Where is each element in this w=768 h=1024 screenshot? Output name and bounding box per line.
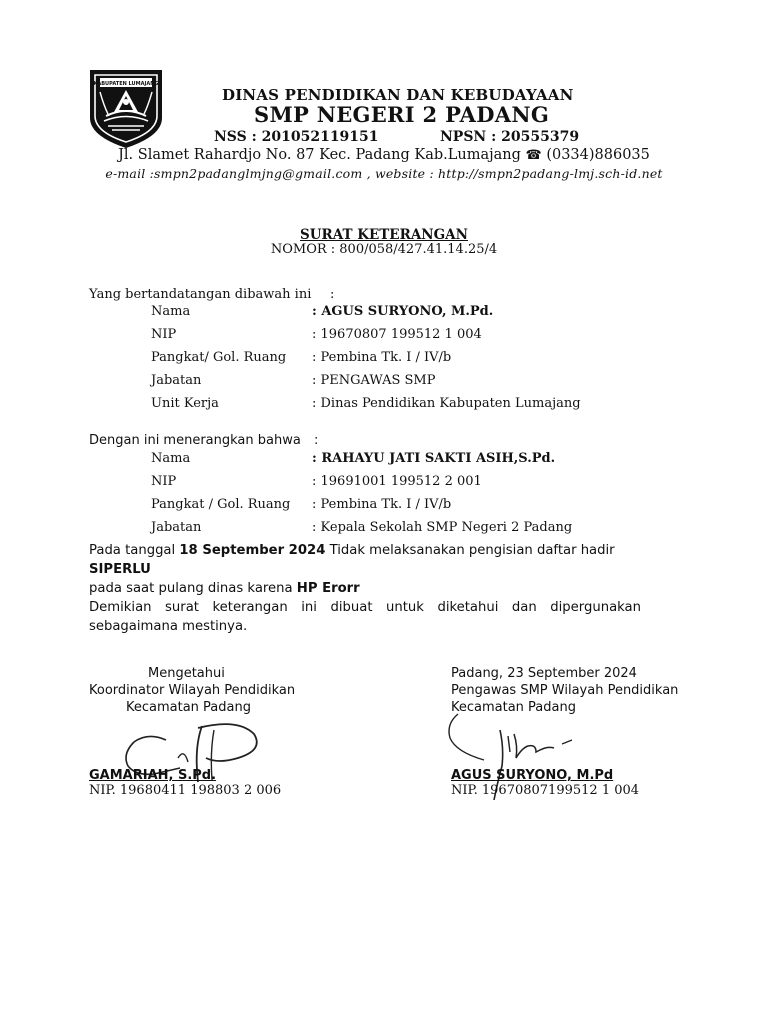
- statement-paragraph: [89, 541, 641, 598]
- right-sign-line3: Kecamatan Padang: [451, 700, 576, 715]
- school-address-line: [0, 147, 768, 163]
- letter-number: NOMOR : 800/058/427.41.14.25/4: [270, 242, 498, 257]
- nss-number: NSS : 201052119151: [214, 129, 379, 145]
- signatory-name: : AGUS SURYONO, M.Pd.: [312, 304, 494, 319]
- npsn-number: NPSN : 20555379: [440, 129, 580, 145]
- signatory-label: Unit Kerja: [151, 396, 219, 411]
- closing-paragraph: Demikian surat keterangan ini dibuat untuk diketahui dan dipergunakan sebagaimana mestinya.: [89, 600, 641, 634]
- subject-label: Nama: [151, 451, 191, 466]
- left-sign-line1: Mengetahui: [148, 666, 225, 681]
- signatory-label: Jabatan: [151, 373, 202, 388]
- left-sign-line2: Koordinator Wilayah Pendidikan: [89, 683, 296, 698]
- signatory-label: Nama: [151, 304, 191, 319]
- subject-position: : Kepala Sekolah SMP Negeri 2 Padang: [312, 520, 573, 535]
- school-phone: (0334)886035: [546, 147, 650, 163]
- school-address: Jl. Slamet Rahardjo No. 87 Kec. Padang Kab.Lumajang: [118, 147, 521, 163]
- kabupaten-lumajang-emblem-icon: [86, 66, 166, 150]
- statement-date: 18 September 2024: [179, 543, 326, 558]
- signatory-position: : PENGAWAS SMP: [312, 373, 436, 388]
- subject-label: NIP: [151, 474, 177, 489]
- telephone-icon: ☎: [525, 148, 542, 163]
- statement-system: SIPERLU: [89, 562, 151, 577]
- statement-text: Tidak melaksanakan pengisian daftar hadir: [325, 543, 615, 558]
- signatory-intro: Yang bertandatangan dibawah ini: [89, 287, 312, 302]
- subject-label: Jabatan: [151, 520, 202, 535]
- subject-label: Pangkat / Gol. Ruang: [151, 497, 291, 512]
- signatory-nip: : 19670807 199512 1 004: [312, 327, 482, 342]
- subject-intro-colon: :: [314, 433, 319, 448]
- contact-line: e-mail :smpn2padanglmjng@gmail.com , website : http://smpn2padang-lmj.sch-id.net: [105, 166, 663, 181]
- letter-title: SURAT KETERANGAN: [300, 227, 468, 243]
- right-sign-line2: Pengawas SMP Wilayah Pendidikan: [451, 683, 679, 698]
- agency-name: DINAS PENDIDIKAN DAN KEBUDAYAAN: [222, 86, 574, 104]
- statement-text: Pada tanggal: [89, 543, 180, 558]
- emblem-motto: KABUPATEN LUMAJANG: [93, 81, 159, 87]
- right-sign-date: Padang, 23 September 2024: [451, 666, 637, 681]
- statement-text: pada saat pulang dinas karena: [89, 581, 297, 596]
- signatory-label: Pangkat/ Gol. Ruang: [151, 350, 287, 365]
- subject-intro: Dengan ini menerangkan bahwa: [89, 433, 301, 448]
- subject-name: : RAHAYU JATI SAKTI ASIH,S.Pd.: [312, 451, 556, 466]
- left-signer-nip: NIP. 19680411 198803 2 006: [89, 783, 282, 798]
- statement-reason: HP Erorr: [296, 581, 360, 596]
- school-name: SMP NEGERI 2 PADANG: [254, 102, 550, 127]
- right-signer-nip: NIP. 19670807199512 1 004: [451, 783, 640, 798]
- subject-nip: : 19691001 199512 2 001: [312, 474, 482, 489]
- subject-rank: : Pembina Tk. I / IV/b: [312, 497, 452, 512]
- signatory-intro-colon: :: [330, 287, 335, 302]
- right-signer-name: AGUS SURYONO, M.Pd: [451, 768, 614, 783]
- left-sign-line3: Kecamatan Padang: [126, 700, 251, 715]
- signatory-label: NIP: [151, 327, 177, 342]
- left-signer-name: GAMARIAH, S.Pd.: [89, 768, 217, 783]
- signatory-unit: : Dinas Pendidikan Kabupaten Lumajang: [312, 396, 581, 411]
- signatory-rank: : Pembina Tk. I / IV/b: [312, 350, 452, 365]
